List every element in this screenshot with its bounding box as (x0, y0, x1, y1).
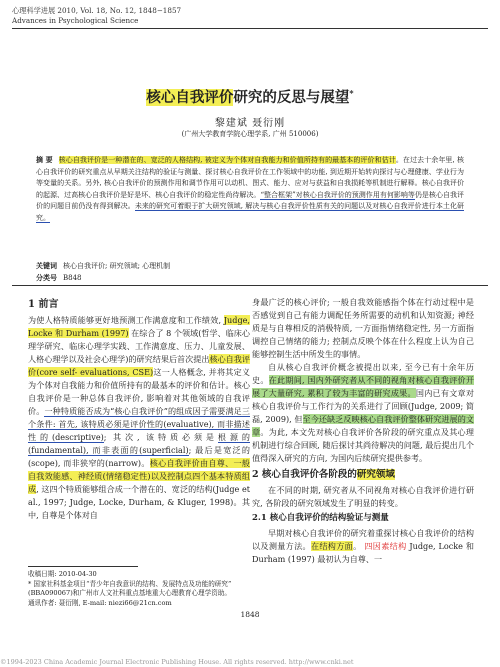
header-rule (12, 28, 488, 29)
intro-underline-3: 根源的(fundamental), 而非表面的(superficial) (28, 432, 250, 455)
right-column (252, 296, 474, 566)
abstract-text-1: 。在过去十余年里, 核心自我评价的研究重点从早期关注结构的验证与测量、探讨核心自我评价在工作领域中的功能, 到近期开始转向探讨与心理健康、学业行为等变量的关系。另外, 核心自我评价的预测作用和调节作用可以动机、图式、能力、应对与获益和自我损耗等机制进行解释。核心自我评价的起源、过高核心自我评价是好是坏、核心自我评价的稳定性尚待解决。 (36, 156, 465, 199)
abstract-highlight: 核心自我评价是一种潜在的、宽泛的人格结构, 被定义为个体对自我能力和价值所持有的最基本的评价和估计 (58, 156, 396, 164)
journal-header (12, 6, 181, 26)
classification-line (36, 272, 464, 284)
authors: 黎建斌 聂衍刚 (214, 118, 286, 129)
keywords-block (36, 260, 464, 284)
keywords-label: 关键词 (36, 261, 57, 270)
history-highlight-2: 至今还缺乏反映核心自我评价整体研究进展的文章 (252, 414, 474, 437)
abstract-label: 摘 要 (36, 155, 53, 164)
paragraph-history (252, 361, 474, 465)
annotation-four-factor: 四因素结构 (364, 541, 407, 551)
paragraph-structure (252, 527, 474, 566)
history-text-a: 自从核心自我评价概念被提出以来, 至今已有十余年历史。 (252, 362, 474, 385)
history-highlight-1: 在此期间, 国内外研究者从不同的视角对核心自我评价开展了大量研究, 累积了较为丰富的研究成果。 (252, 375, 474, 398)
classification-text: B848 (63, 274, 82, 282)
subsection-2-1-heading: 2.1 核心自我评价的结构验证与测量 (252, 513, 389, 523)
abstract-text-4: 未来的研究可着眼于扩大研究领域, 解决与核心自我评价性质有关的问题以及对核心自我评价进行本土化研究。 (36, 202, 465, 222)
paragraph-intro (28, 314, 250, 522)
history-text-b: 国内已有文章对核心自我评价与工作行为的关系进行了回顾(Judge, 2009; 简磊, 2009), 但 (252, 388, 474, 424)
footnotes (28, 570, 248, 608)
abstract-underline: “整合框架”对核心自我评价的预测作用有何影响等 (260, 190, 415, 199)
abstract (36, 154, 464, 225)
structure-highlight: 在结构方面 (310, 541, 354, 551)
section-2-text: 2 核心自我评价各阶段的 (252, 469, 357, 480)
left-column (28, 298, 250, 522)
classification-label: 分类号 (36, 273, 57, 282)
history-text-c: 。为此, 本文先对核心自我评价各阶段的研究重点及其心理机制进行综合回顾, 随后探讨其尚待解决的问题, 最后提出几个值得深入研究的方向, 为国内后续研究提供参考。 (252, 427, 474, 463)
footnote-received: 收稿日期: 2010-04-30 (28, 570, 97, 578)
section-2-highlight: 研究领域 (356, 469, 395, 480)
intro-text-a: 为使人格特质能够更好地预测工作满意度和工作绩效, (28, 315, 224, 325)
intro-highlight-1: Judge, Locke 和 Durham (1997) (28, 315, 250, 338)
keywords-text: 核心自我评价; 研究领域; 心理机制 (63, 262, 171, 270)
copyright-line: ©1994-2023 China Academic Journal Electronic Publishing House. All rights reserved. http://www.cnki.net (0, 658, 354, 666)
intro-text-f: , 这四个特质能够组合成一个潜在的、宽泛的结构(Judge et al., 1997; Judge, Locke, Durham, & Kluger, 1998)。其中, 自尊是个体对自 (28, 484, 250, 520)
footnote-contact: 通讯作者: 聂衍刚, E-mail: niezi66@21cn.com (28, 598, 172, 607)
section-1-heading: 1 前言 (28, 299, 59, 310)
section-2-heading (252, 468, 474, 481)
intro-text-e: ; 最后是宽泛的(scope), 而非狭窄的(narrow)。 (28, 445, 250, 468)
page-number: 1848 (240, 610, 260, 619)
journal-header-line1: 心理科学进展 2010, Vol. 18, No. 12, 1848−1857 (12, 6, 182, 15)
intro-underline-1: 一种特质能否成为“核心自我评价”的组成因子需要满足三个条件: 首先, 该特质必须是 (28, 406, 250, 429)
intro-underline-2: 评价性的(evaluative), 而非描述性的(descriptive) (28, 419, 251, 442)
paragraph-stages: 在不同的时期, 研究者从不同视角对核心自我评价进行研究, 各阶段的研究领域发生了明显的转变。 (252, 485, 474, 508)
title-rest: 研究的反思与展望 (233, 89, 350, 106)
intro-text-c: 这一人格概念, 并将其定义为个体对自我能力和价值所持有的最基本的评价和估计。核心自我评价是一种总体自我评价, 影响着对其他领域的自我评价。 (28, 367, 250, 416)
intro-highlight-2: 核心自我评价(core self- evaluations, CSE) (28, 354, 250, 377)
keywords-line (36, 260, 464, 272)
structure-text-a: 早期对核心自我评价的研究着重探讨核心自我评价的结构以及测量方法。 (252, 528, 474, 551)
title-footnote-mark: * (349, 88, 354, 99)
intro-text-b: 在综合了 8 个领域(哲学、临床心理学研究、临床心理学实践、工作满意度、压力、儿童发展、人格心理学以及社会心理学)的研究结果后首次提出 (28, 328, 251, 364)
footnote-fund: * 国家社科基金项目“青少年自我意识的结构、发展特点及功能的研究” (BBA090067)和广州市人文社科重点基地重大心理教育心理学资助。 (28, 579, 232, 598)
abstract-text-3: 的问题目前仍没有得到解决。 (43, 202, 135, 211)
journal-header-line2: Advances in Psychological Science (12, 16, 139, 25)
structure-text-c: Judge, Locke 和 Durham (1997) 最初认为自尊、一 (252, 541, 474, 564)
intro-highlight-3: 核心自我评价由自尊、一般自我效能感、神经质(情绪稳定性)以及控制点四个基本特质组成 (28, 458, 250, 494)
article-title (0, 86, 500, 107)
abstract-rule (12, 285, 488, 286)
footnote-rule (28, 566, 138, 567)
intro-text-d: ; 其次, 该特质必须是 (103, 432, 218, 442)
structure-text-b: 。 (353, 541, 362, 551)
paragraph-traits: 身最广泛的核心评价; 一般自我效能感指个体在行动过程中是否感觉到自己有能力调配任务所需要的动机和认知资源; 神经质是与自尊相反的消极特质, 一方面指情绪稳定性, 另一方面指调控自己情绪的能力; 控制点反映个体在什么程度上认为自己能够控制生活中所发生的事情。 (252, 297, 474, 359)
affiliation: (广州大学教育学院心理学系, 广州 510006) (181, 130, 319, 138)
abstract-text-2: 仍是核心自我评价 (36, 190, 464, 211)
title-highlight: 核心自我评价 (146, 89, 234, 106)
